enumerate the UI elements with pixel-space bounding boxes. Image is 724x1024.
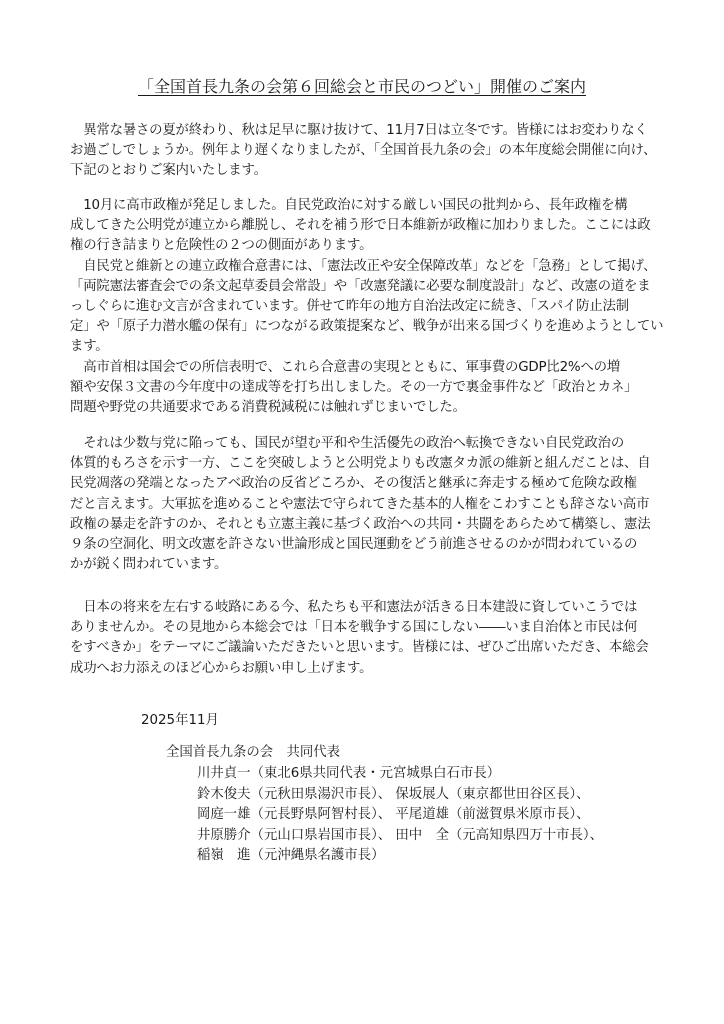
representative-line: 井原勝介（元山口県岩国市長）、 田中 全（元高知県四万十市長）、	[197, 827, 603, 843]
text-line: かが鋭く問われています。	[70, 557, 228, 573]
text-line: 成功へお力添えのほど心からお願い申し上げます。	[70, 660, 373, 676]
organization-name	[166, 743, 340, 764]
paragraph-greeting	[70, 121, 660, 182]
text-line: 下記のとおりご案内いたします。	[70, 163, 267, 179]
representative-line: 稲嶺 進（元沖縄県名護市長）	[197, 848, 385, 864]
text-line: っしぐらに進む文言が含まれています。併せて昨年の地方自治法改定に続き、「スパイ防止法制	[70, 298, 629, 314]
text-line: 「両院憲法審査会での条文起草委員会常設」や「改憲発議に必要な制度設計」など、改憲の道をま	[70, 278, 651, 294]
text-line: 民党凋落の発端となったアベ政治の反省どころか、その復活と継承に奔走する極めて危険な政権	[70, 476, 637, 492]
text-line: 体質的もろさを示す一方、ここを突破しようと公明党よりも改憲タカ派の維新と組んだことは、自	[70, 456, 651, 472]
document-date	[141, 711, 219, 732]
organization-text: 全国首長九条の会 共同代表	[166, 745, 341, 760]
document-title-text: 「全国首長九条の会第６回総会と市民のつどい」開催のご案内	[137, 77, 586, 96]
text-line: お過ごしでしょうか。例年より遅くなりましたが、「全国首長九条の会」の本年度総会開催に向け、	[70, 143, 657, 159]
text-line: ９条の空洞化、明文改憲を許さない世論形成と国民運動をどう前進させるのかが問われているの	[70, 536, 638, 552]
text-line: 10月に高市政権が発足しました。自民党政治に対する厳しい国民の批判から、長年政権を構	[70, 198, 628, 213]
paragraph-political-situation	[70, 196, 664, 418]
paragraph-analysis	[70, 434, 660, 575]
text-line: 権の行き詰まりと危険性の２つの側面があります。	[70, 238, 373, 254]
representative-line: 川井貞一（東北6県共同代表・元宮城県白石市長）	[197, 766, 501, 781]
representative-line: 岡庭一雄（元長野県阿智村長）、 平尾道雄（前滋賀県米原市長）、	[197, 807, 590, 823]
text-line: 日本の将来を左右する岐路にある今、私たちも平和憲法が活きる日本建設に資していこうでは	[70, 600, 638, 615]
date-text: 2025年11月	[141, 713, 219, 728]
text-line: 高市首相は国会での所信表明で、これら合意書の実現とともに、軍事費のGDP比2%への増	[70, 359, 620, 375]
text-line: 政権の暴走を許すのか、それとも立憲主義に基づく政治への共同・共闘をあらためて構築し、憲法	[70, 516, 651, 532]
representative-line: 鈴木俊夫（元秋田県湯沢市長）、 保坂展人（東京都世田谷区長）、	[197, 786, 590, 802]
representatives-list	[197, 764, 603, 867]
text-line: それは少数与党に陥っても、国民が望む平和や生活優先の政治へ転換できない自民党政治の	[70, 436, 625, 451]
text-line: 異常な暑さの夏が終わり、秋は足早に駆け抜けて、11月7日は立冬です。皆様にはお変わりなく	[70, 123, 648, 138]
paragraph-invitation	[70, 598, 660, 679]
text-line: 定」や「原子力潜水艦の保有」につながる政策提案など、戦争が出来る国づくりを進めようとしてい	[70, 319, 664, 335]
text-line: 自民党と維新との連立政権合意書には、「憲法改正や安全保障改革」などを「急務」として掲げ、	[70, 258, 657, 274]
text-line: 額や安保３文書の今年度中の達成等を打ち出しました。その一方で裏金事件など「政治とカネ」	[70, 379, 638, 395]
text-line: ありませんか。その見地から本総会では「日本を戦争する国にしない――いま自治体と市民は何	[70, 620, 638, 636]
text-line: をすべきか」をテーマにご議論いただきたいと思います。皆様には、ぜひご出席いただき、本総会	[70, 640, 649, 656]
text-line: 成してきた公明党が連立から離脱し、それを補う形で日本維新が政権に加わりました。ここには政	[70, 218, 651, 234]
text-line: だと言えます。大軍拡を進めることや憲法で守られてきた基本的人権をこわすことも辞さない高市	[70, 496, 650, 512]
text-line: 問題や野党の共通要求である消費税減税には触れずじまいでした。	[70, 399, 466, 415]
document-title	[0, 76, 724, 98]
text-line: ます。	[70, 339, 109, 355]
